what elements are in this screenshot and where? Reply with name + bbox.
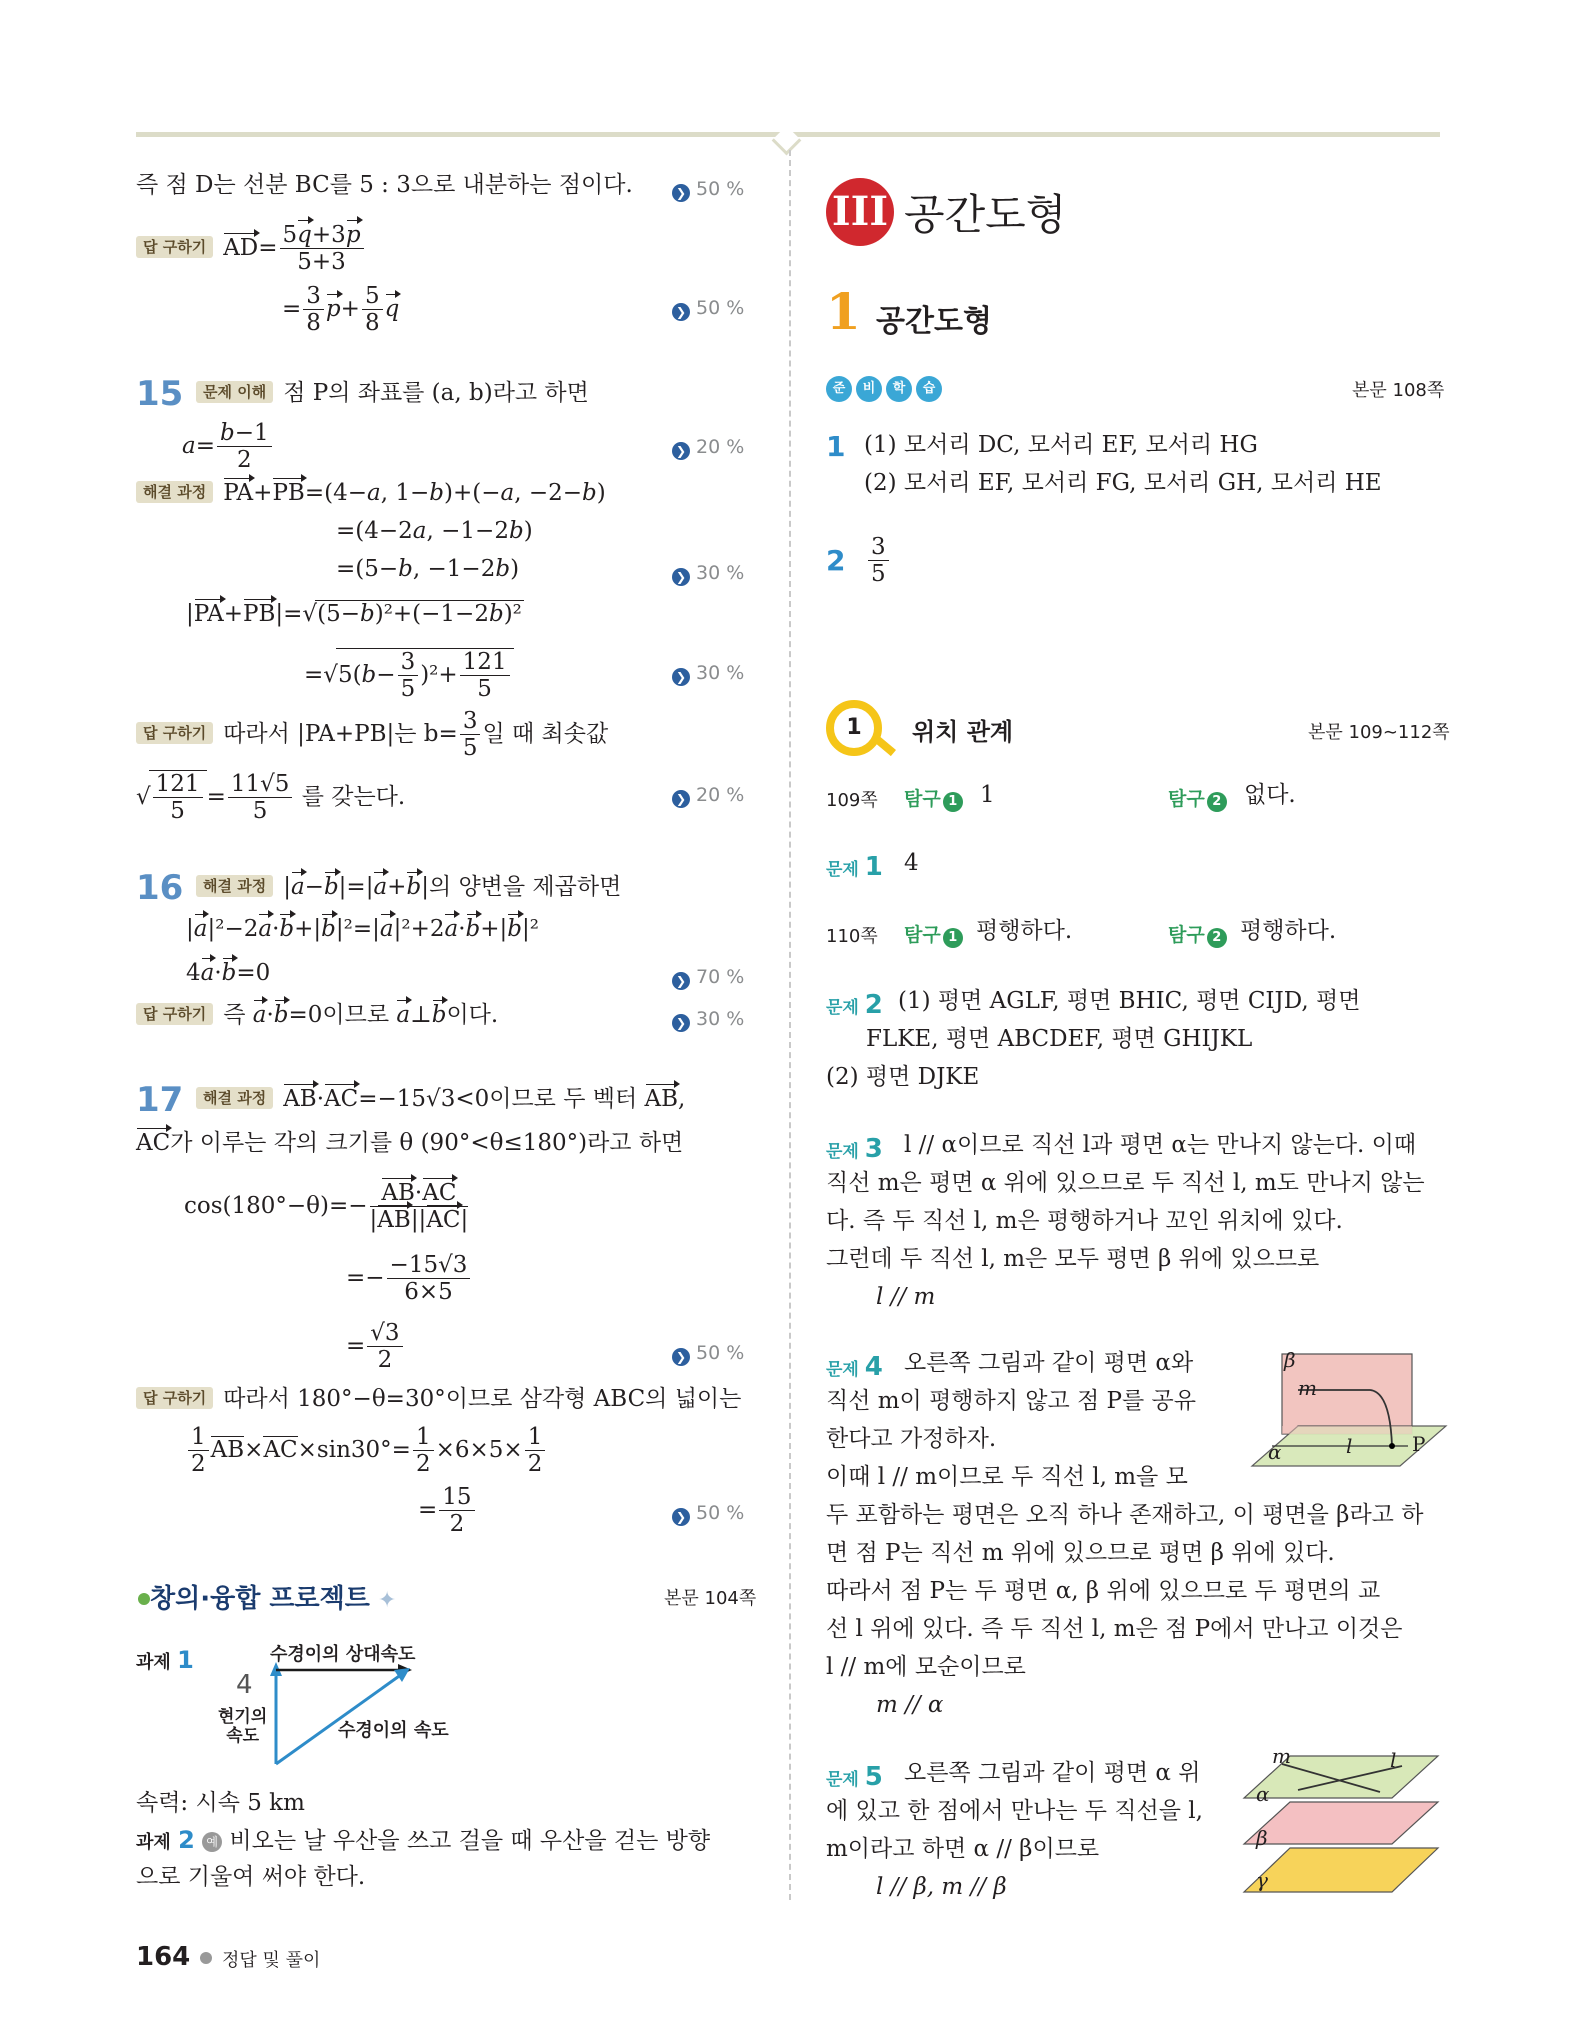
- label-hyunki-velocity: 현기의 속도: [218, 1707, 268, 1746]
- project-ref: 본문 104쪽: [664, 1588, 757, 1609]
- page-number: 164: [136, 1942, 191, 1972]
- q16-answer: 답 구하기 즉 a·b=0이므로 a⊥b이다.: [136, 1002, 498, 1030]
- q15-process-3: =(5−b, −1−2b): [336, 556, 520, 582]
- q15-process-1: 해결 과정 PA+PB=(4−a, 1−b)+(−a, −2−b): [136, 480, 606, 508]
- unit-title: 위치 관계: [912, 718, 1014, 746]
- answer-1-line-2: (2) 모서리 EF, 모서리 FG, 모서리 GH, 모서리 HE: [864, 470, 1382, 496]
- label-sookyung-velocity: 수경이의 속도: [338, 1720, 449, 1741]
- prep-badge: 학: [886, 376, 912, 402]
- question-number-17: 17: [136, 1080, 184, 1120]
- q16-expand: |a|²−2a·b+|b|²=|a|²+2a·b+|b|²: [186, 916, 539, 942]
- score-percent: ❯ 50 %: [672, 1502, 744, 1526]
- project-title: 창의·융합 프로젝트 ✦: [138, 1578, 396, 1615]
- question-number-15: 15: [136, 374, 184, 414]
- answer-1-line-1: (1) 모서리 DC, 모서리 EF, 모서리 HG: [864, 432, 1258, 458]
- explore-2-label: 탐구 2: [1168, 784, 1227, 812]
- answer-tag: 답 구하기: [136, 236, 213, 258]
- q15-magnitude-2: =√5(b− $\frac{3}{5}$ )²+ $\frac{121}{5}$: [304, 648, 514, 703]
- problem-4-line-4: 이때 l // m이므로 두 직선 l, m을 모: [826, 1464, 1188, 1490]
- q17-area-1: $\frac{1}{2}$ AB×AC×sin30°= $\frac{1}{2}$ ×6×5× $\frac{1}{2}$: [186, 1424, 547, 1478]
- fig5-gamma-label: γ: [1256, 1868, 1268, 1892]
- plane-gamma: [1244, 1848, 1438, 1892]
- fig4-l-label: l: [1346, 1434, 1353, 1458]
- intro-line: 즉 점 D는 선분 BC를 5 : 3으로 내분하는 점이다.: [136, 172, 633, 198]
- unit-ref: 본문 109∼112쪽: [1308, 722, 1450, 743]
- problem-1-label: 문제 1: [826, 852, 883, 882]
- chapter-title: 공간도형: [904, 190, 1067, 239]
- arrow-icon: ❯: [672, 442, 690, 460]
- q15-process-2: =(4−2a, −1−2b): [336, 518, 533, 544]
- q15-answer: 답 구하기 따라서 |PA+PB|는 b= $\frac{3}{5}$ 일 때 최솟값: [136, 708, 608, 762]
- problem-3-line-3: 다. 즉 두 직선 l, m은 평행하거나 꼬인 위치에 있다.: [826, 1208, 1343, 1234]
- fig5-alpha-label: α: [1256, 1782, 1270, 1806]
- arrow-icon: ❯: [672, 1508, 690, 1526]
- fig5-beta-label: β: [1256, 1826, 1268, 1850]
- problem-2-line-1: (1) 평면 AGLF, 평면 BHIC, 평면 CIJD, 평면: [898, 988, 1361, 1014]
- understand-tag: 문제 이해: [196, 381, 273, 403]
- parallel-planes-figure: [1242, 1752, 1442, 1898]
- q15-intro: 문제 이해 점 P의 좌표를 (a, b)라고 하면: [196, 380, 589, 408]
- process-tag: 해결 과정: [136, 481, 213, 503]
- q17-angle: AC가 이루는 각의 크기를 θ (90°<θ≤180°)라고 하면: [136, 1130, 684, 1156]
- prep-ref: 본문 108쪽: [1352, 380, 1445, 401]
- prep-badge: 준: [826, 376, 852, 402]
- task2-line: 과제 2 예 비오는 날 우산을 쓰고 걸을 때 우산을 걷는 방향: [136, 1826, 711, 1854]
- problem-3-line-1: l // α이므로 직선 l과 평면 α는 만나지 않는다. 이때: [904, 1132, 1417, 1158]
- problem-5-line-2: 에 있고 한 점에서 만나는 두 직선을 l,: [826, 1798, 1203, 1824]
- prep-badges: [826, 372, 942, 402]
- answer-number-1: 1: [826, 430, 846, 463]
- label-relative-velocity: 수경이의 상대속도: [270, 1644, 416, 1665]
- problem-4-line-7: 따라서 점 P는 두 평면 α, β 위에 있으므로 두 평면의 교: [826, 1578, 1381, 1604]
- arrow-icon: ❯: [672, 1348, 690, 1366]
- arrow-icon: ❯: [672, 790, 690, 808]
- explore-1-value: 1: [980, 782, 995, 808]
- answer-ad-line: 답 구하기 AD= $\frac{5q+3p}{5+3}$: [136, 222, 366, 276]
- q15-a-value: a= $\frac{b-1}{2}$: [182, 420, 274, 474]
- chapter-badge: III: [826, 178, 894, 246]
- q16-intro: 해결 과정 |a−b|=|a+b|의 양변을 제곱하면: [196, 874, 621, 902]
- fig5-m-label: m: [1272, 1744, 1291, 1768]
- score-percent: ❯ 30 %: [672, 1008, 744, 1032]
- q17-cos-3: = $\frac{√3}{2}$: [346, 1320, 405, 1374]
- problem-4-line-9: l // m에 모순이므로: [826, 1654, 1026, 1680]
- problem-4-line-1: 오른쪽 그림과 같이 평면 α와: [904, 1350, 1194, 1376]
- arrow-icon: ❯: [672, 184, 690, 202]
- explore-110-2-value: 평행하다.: [1240, 918, 1337, 944]
- q17-answer: 답 구하기 따라서 180°−θ=30°이므로 삼각형 ABC의 넓이는: [136, 1386, 741, 1414]
- explore-2-label: 탐구 2: [1168, 920, 1227, 948]
- problem-1-value: 4: [904, 850, 919, 876]
- arrow-icon: ❯: [672, 568, 690, 586]
- problem-4-line-10: m // α: [876, 1692, 944, 1718]
- arrow-icon: ❯: [672, 972, 690, 990]
- answer-ad-result: = $\frac{3}{8}$ p+ $\frac{5}{8}$ q: [282, 283, 400, 337]
- task1-label: 과제 1: [136, 1646, 194, 1674]
- problem-5-label: 문제 5: [826, 1762, 883, 1792]
- explore-1-label: 탐구 1: [904, 920, 963, 948]
- arrow-icon: ❯: [672, 1014, 690, 1032]
- fig4-m-label: m: [1298, 1376, 1317, 1400]
- answer-2-value: $\frac{3}{5}$: [866, 534, 891, 588]
- problem-3-line-4: 그런데 두 직선 l, m은 모두 평면 β 위에 있으므로: [826, 1246, 1320, 1272]
- q15-answer-value: √ $\frac{121}{5}$ = $\frac{11√5}{5}$ 를 갖는다.: [136, 771, 406, 825]
- task2-line-2: 으로 기울여 써야 한다.: [136, 1864, 366, 1890]
- point-p: [1389, 1443, 1395, 1449]
- section-title: 공간도형: [876, 304, 992, 339]
- problem-4-line-5: 두 포함하는 평면은 오직 하나 존재하고, 이 평면을 β라고 하: [826, 1502, 1424, 1528]
- score-percent: ❯ 30 %: [672, 562, 744, 586]
- unit-number: 1: [846, 715, 862, 740]
- process-tag: 해결 과정: [196, 875, 273, 897]
- arrow-head: [394, 1668, 410, 1682]
- problem-5-line-4: l // β, m // β: [876, 1874, 1007, 1900]
- puzzle-icon: ✦: [377, 1588, 397, 1613]
- problem-3-label: 문제 3: [826, 1134, 883, 1164]
- question-number-16: 16: [136, 868, 184, 908]
- speed-line: 속력: 시속 5 km: [136, 1790, 305, 1816]
- problem-4-line-2: 직선 m이 평행하지 않고 점 P를 공유: [826, 1388, 1196, 1414]
- q15-magnitude-1: |PA+PB|=√(5−b)²+(−1−2b)²: [186, 601, 522, 627]
- footer-dot-icon: [200, 1952, 212, 1964]
- problem-4-label: 문제 4: [826, 1352, 883, 1382]
- answer-number-2: 2: [826, 544, 846, 577]
- answer-tag: 답 구하기: [136, 1387, 213, 1409]
- problem-4-line-3: 한다고 가정하자.: [826, 1426, 997, 1452]
- fig4-beta-label: β: [1284, 1348, 1296, 1372]
- unit-ring-tail: [874, 736, 896, 756]
- score-percent: ❯ 50 %: [672, 297, 744, 321]
- fig4-p-label: P: [1412, 1432, 1426, 1456]
- problem-4-line-8: 선 l 위에 있다. 즉 두 직선 l, m은 점 P에서 만나고 이것은: [826, 1616, 1403, 1642]
- process-tag: 해결 과정: [196, 1087, 273, 1109]
- bullet-icon: [138, 1593, 150, 1605]
- relative-velocity-diagram: [270, 1660, 450, 1770]
- example-badge: 예: [202, 1832, 222, 1852]
- prep-badge: 습: [916, 376, 942, 402]
- page-110-label: 110쪽: [826, 926, 878, 947]
- score-percent: ❯ 20 %: [672, 436, 744, 460]
- page-109-label: 109쪽: [826, 790, 878, 811]
- arrow-icon: ❯: [672, 668, 690, 686]
- problem-4-line-6: 면 점 P는 직선 m 위에 있으므로 평면 β 위에 있다.: [826, 1540, 1335, 1566]
- score-percent: ❯ 20 %: [672, 784, 744, 808]
- footer-label: 정답 및 풀이: [222, 1950, 321, 1971]
- problem-3-line-5: l // m: [876, 1284, 936, 1310]
- problem-2-line-3: (2) 평면 DJKE: [826, 1064, 980, 1090]
- plane-beta: [1244, 1802, 1438, 1844]
- arrow-icon: ❯: [672, 303, 690, 321]
- problem-5-line-1: 오른쪽 그림과 같이 평면 α 위: [904, 1760, 1201, 1786]
- answer-tag: 답 구하기: [136, 722, 213, 744]
- prep-badge: 비: [856, 376, 882, 402]
- q17-area-2: = $\frac{15}{2}$: [418, 1484, 477, 1538]
- score-percent: ❯ 70 %: [672, 966, 744, 990]
- fig5-l-label: l: [1390, 1748, 1397, 1772]
- score-percent: ❯ 30 %: [672, 662, 744, 686]
- problem-3-line-2: 직선 m은 평면 α 위에 있으므로 두 직선 l, m도 만나지 않는: [826, 1170, 1425, 1196]
- q16-result: 4a·b=0: [186, 960, 271, 986]
- section-number: 1: [826, 282, 861, 341]
- explore-1-label: 탐구 1: [904, 784, 963, 812]
- problem-2-label: 문제 2: [826, 990, 883, 1020]
- problem-2-line-2: FLKE, 평면 ABCDEF, 평면 GHIJKL: [866, 1026, 1253, 1052]
- q17-intro: 해결 과정 AB·AC=−15√3<0이므로 두 벡터 AB,: [196, 1086, 685, 1114]
- top-rule-notch: [772, 126, 802, 156]
- q17-cos-2: =− $\frac{-15√3}{6\times 5}$: [346, 1252, 472, 1306]
- answer-tag: 답 구하기: [136, 1003, 213, 1025]
- problem-5-line-3: m이라고 하면 α // β이므로: [826, 1836, 1100, 1862]
- column-divider: [789, 150, 791, 1900]
- explore-2-value: 없다.: [1244, 782, 1296, 808]
- q17-cos-1: cos(180°−θ)=− $\frac{AB\cdot AC}{|AB||AC|}$: [184, 1180, 469, 1234]
- plane-overlap: [1282, 1426, 1412, 1434]
- label-four: 4: [236, 1670, 253, 1700]
- score-percent: ❯ 50 %: [672, 1342, 744, 1366]
- fig4-alpha-label: α: [1268, 1440, 1282, 1464]
- score-percent: ❯ 50 %: [672, 178, 744, 202]
- explore-110-1-value: 평행하다.: [976, 918, 1073, 944]
